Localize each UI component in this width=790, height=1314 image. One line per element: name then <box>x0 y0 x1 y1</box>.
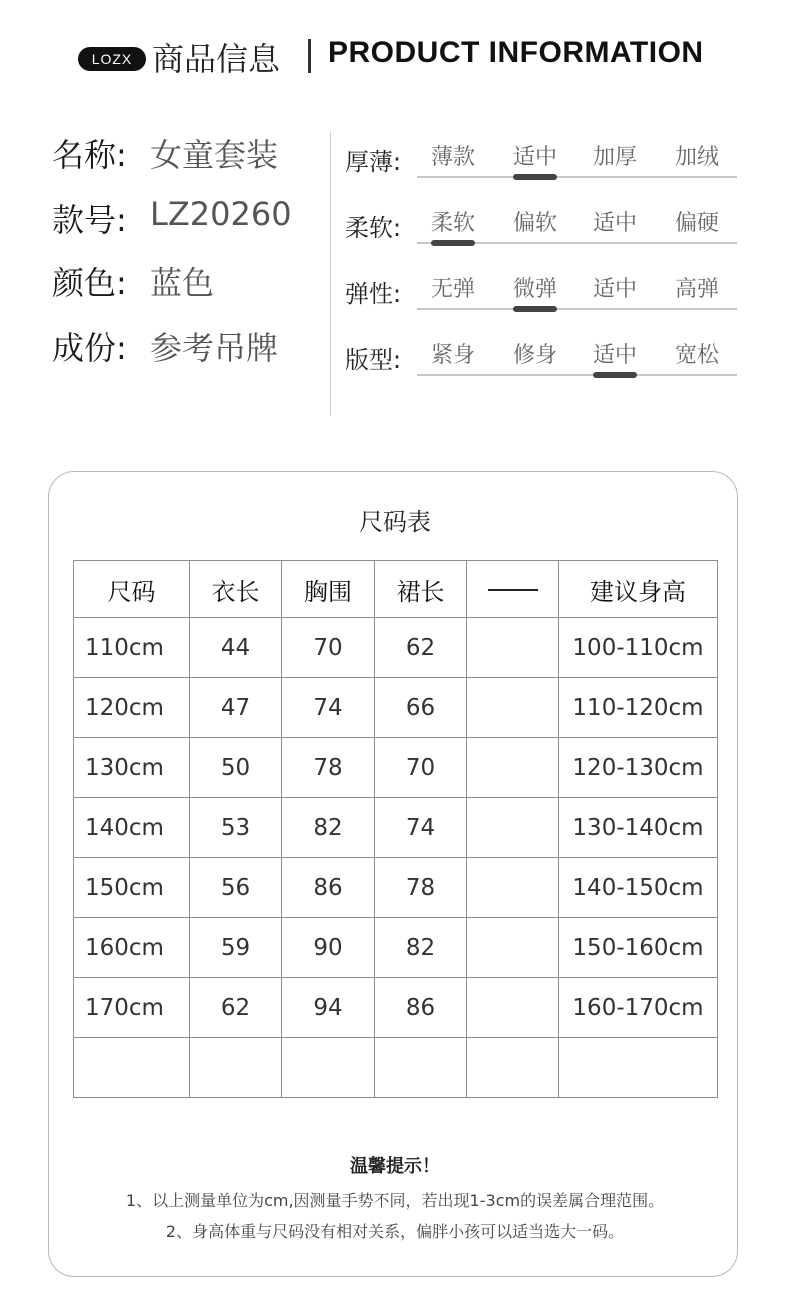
table-cell: 120-130cm <box>559 738 718 798</box>
table-cell: 74 <box>282 678 375 738</box>
table-row <box>74 798 718 858</box>
header-cell: 衣长 <box>190 561 282 618</box>
table-row <box>74 918 718 978</box>
table-cell: 70 <box>375 738 467 798</box>
attribute-option: 柔软 <box>430 211 475 236</box>
attribute-option: 适中 <box>592 343 637 368</box>
dash-line <box>488 589 538 591</box>
table-cell <box>467 1038 559 1098</box>
header-cell: 胸围 <box>282 561 375 618</box>
table-cell: 130cm <box>74 738 190 798</box>
attribute-option: 加厚 <box>592 145 637 170</box>
table-cell: 86 <box>375 978 467 1038</box>
info-key: 成份: <box>52 329 127 367</box>
table-cell: 110cm <box>74 618 190 678</box>
table-cell: 44 <box>190 618 282 678</box>
tip-line: 2、身高体重与尺码没有相对关系，偏胖小孩可以适当选大一码。 <box>165 1222 625 1241</box>
table-cell <box>467 858 559 918</box>
attribute-scale-line <box>417 176 737 178</box>
table-cell: 82 <box>282 798 375 858</box>
attribute-selected-marker <box>431 240 475 246</box>
size-chart-title: 尺码表 <box>359 508 431 536</box>
attribute-option: 适中 <box>592 211 637 236</box>
attribute-option: 高弹 <box>674 277 719 302</box>
table-cell <box>282 1038 375 1098</box>
table-cell: 47 <box>190 678 282 738</box>
info-key: 款号: <box>52 201 127 239</box>
table-cell <box>467 618 559 678</box>
attribute-option: 微弹 <box>512 277 557 302</box>
header-title-en: PRODUCT INFORMATION <box>328 36 704 69</box>
table-cell: 100-110cm <box>559 618 718 678</box>
attribute-key: 厚薄: <box>345 148 402 176</box>
table-cell <box>467 678 559 738</box>
attribute-option: 薄款 <box>430 145 475 170</box>
attribute-option: 无弹 <box>430 277 475 302</box>
attribute-option: 适中 <box>512 145 557 170</box>
attribute-row <box>345 136 745 196</box>
table-cell: 66 <box>375 678 467 738</box>
table-cell: 62 <box>190 978 282 1038</box>
header-cell: 建议身高 <box>559 561 718 618</box>
tips-title: 温馨提示！ <box>350 1156 440 1177</box>
attribute-scale-line <box>417 308 737 310</box>
info-key: 名称: <box>52 136 127 174</box>
table-row <box>74 678 718 738</box>
table-cell: 70 <box>282 618 375 678</box>
header-cell: 尺码 <box>74 561 190 618</box>
attribute-option: 适中 <box>592 277 637 302</box>
table-cell <box>190 1038 282 1098</box>
table-cell: 62 <box>375 618 467 678</box>
header-divider <box>308 39 311 73</box>
table-cell: 94 <box>282 978 375 1038</box>
table-cell: 78 <box>375 858 467 918</box>
attribute-option: 修身 <box>512 343 557 368</box>
attribute-key: 弹性: <box>345 280 402 308</box>
header-cell-placeholder <box>467 561 559 618</box>
attribute-row <box>345 334 745 394</box>
table-cell <box>467 978 559 1038</box>
table-cell: 59 <box>190 918 282 978</box>
info-row-composition <box>52 323 322 367</box>
table-cell: 82 <box>375 918 467 978</box>
table-cell: 110-120cm <box>559 678 718 738</box>
info-row-name <box>52 130 322 174</box>
brand-logo: LOZX <box>78 47 146 71</box>
table-cell: 120cm <box>74 678 190 738</box>
table-cell <box>74 1038 190 1098</box>
table-row <box>74 1038 718 1098</box>
info-row-style-no <box>52 195 322 239</box>
table-cell: 130-140cm <box>559 798 718 858</box>
attribute-key: 柔软: <box>345 214 402 242</box>
table-cell: 86 <box>282 858 375 918</box>
tip-line: 1、以上测量单位为cm,因测量手势不同，若出现1-3cm的误差属合理范围。 <box>125 1191 665 1210</box>
table-cell <box>467 798 559 858</box>
header-title-cn: 商品信息 <box>152 40 281 78</box>
attribute-scale-line <box>417 374 737 376</box>
table-cell: 150cm <box>74 858 190 918</box>
attribute-key: 版型: <box>345 346 402 374</box>
info-row-color <box>52 258 322 302</box>
table-cell: 140-150cm <box>559 858 718 918</box>
table-cell <box>467 918 559 978</box>
table-cell: 90 <box>282 918 375 978</box>
table-row <box>74 858 718 918</box>
section-divider <box>330 132 331 416</box>
table-cell <box>375 1038 467 1098</box>
attribute-option: 紧身 <box>430 343 475 368</box>
attribute-option: 加绒 <box>674 145 719 170</box>
info-value: 女童套装 <box>150 136 279 174</box>
header-cell: 裙长 <box>375 561 467 618</box>
info-value: 蓝色 <box>150 264 215 302</box>
info-key: 颜色: <box>52 264 127 302</box>
page-header <box>0 30 790 80</box>
attribute-selected-marker <box>593 372 637 378</box>
table-cell: 56 <box>190 858 282 918</box>
info-value: LZ20260 <box>150 195 292 233</box>
attribute-option: 偏硬 <box>674 211 719 236</box>
table-cell <box>467 738 559 798</box>
size-table <box>73 560 718 1098</box>
table-cell: 74 <box>375 798 467 858</box>
table-cell: 170cm <box>74 978 190 1038</box>
table-cell: 50 <box>190 738 282 798</box>
attribute-row <box>345 268 745 328</box>
table-cell: 160cm <box>74 918 190 978</box>
table-row <box>74 978 718 1038</box>
attribute-option: 宽松 <box>674 343 719 368</box>
attribute-selected-marker <box>513 174 557 180</box>
attribute-row <box>345 202 745 262</box>
table-cell: 140cm <box>74 798 190 858</box>
table-cell: 78 <box>282 738 375 798</box>
table-cell: 150-160cm <box>559 918 718 978</box>
table-header-row <box>74 561 718 618</box>
info-value: 参考吊牌 <box>150 329 279 367</box>
table-cell: 53 <box>190 798 282 858</box>
table-cell <box>559 1038 718 1098</box>
attribute-selected-marker <box>513 306 557 312</box>
table-row <box>74 618 718 678</box>
table-row <box>74 738 718 798</box>
table-cell: 160-170cm <box>559 978 718 1038</box>
attribute-option: 偏软 <box>512 211 557 236</box>
